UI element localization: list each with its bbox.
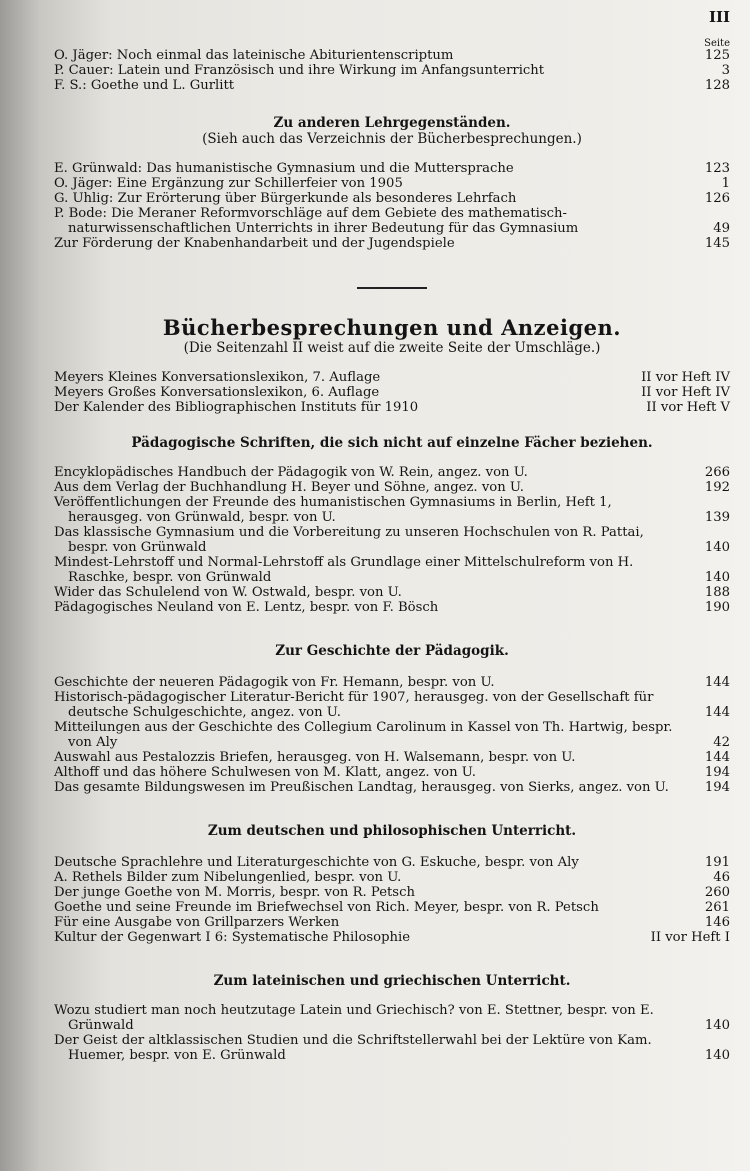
toc-entry: O. Jäger: Eine Ergänzung zur Schillerfeier von 1905 1 — [54, 176, 730, 191]
toc-entry: Der Kalender des Bibliographischen Instituts für 1910 II vor Heft V — [54, 400, 730, 415]
main-heading: Bücherbesprechungen und Anzeigen. — [162, 315, 622, 340]
toc-entry: E. Grünwald: Das humanistische Gymnasium und die Muttersprache 123 — [54, 161, 730, 176]
toc-entry: Wozu studiert man noch heutzutage Latein und Griechisch? von E. Stettner, bespr. von E. Grünwald 140 — [54, 1003, 730, 1033]
toc-entry: Für eine Ausgabe von Grillparzers Werken 146 — [54, 915, 730, 930]
toc-entry: Althoff und das höhere Schulwesen von M. Klatt, angez. von U. 194 — [54, 765, 730, 780]
toc-entry: Mindest-Lehrstoff und Normal-Lehrstoff als Grundlage einer Mittelschulreform von H. Raschke, bespr. von Grünwald 140 — [54, 555, 730, 585]
section-title: Zum deutschen und philosophischen Unterricht. — [207, 823, 577, 839]
toc-entry: Meyers Großes Konversationslexikon, 6. Auflage II vor Heft IV — [54, 385, 730, 400]
toc-entry: P. Bode: Die Meraner Reformvorschläge auf dem Gebiete des mathematisch-naturwissenschaftlichen Unterrichts in ihrer Bedeutung für das Gymnasium 49 — [54, 206, 730, 236]
toc-entry: Deutsche Sprachlehre und Literaturgeschichte von G. Eskuche, bespr. von Aly 191 — [54, 855, 730, 870]
toc-entry: Veröffentlichungen der Freunde des humanistischen Gymnasiums in Berlin, Heft 1, herausgeg. von Grünwald, bespr. von U. 139 — [54, 495, 730, 525]
toc-entry: A. Rethels Bilder zum Nibelungenlied, bespr. von U. 46 — [54, 870, 730, 885]
main-heading-note: (Die Seitenzahl II weist auf die zweite Seite der Umschläge.) — [183, 340, 601, 356]
toc-content — [54, 6, 730, 1063]
toc-entry: O. Jäger: Noch einmal das lateinische Abiturientenscriptum 125 — [54, 48, 730, 63]
toc-entry: Mitteilungen aus der Geschichte des Collegium Carolinum in Kassel von Th. Hartwig, bespr. von Aly 42 — [54, 720, 730, 750]
toc-entry: Encyklopädisches Handbuch der Pädagogik von W. Rein, angez. von U. 266 — [54, 465, 730, 480]
toc-entry: Goethe und seine Freunde im Briefwechsel von Rich. Meyer, bespr. von R. Petsch 261 — [54, 900, 730, 915]
toc-entry: Historisch-pädagogischer Literatur-Bericht für 1907, herausgeg. von der Gesellschaft für deutsche Schulgeschichte, angez. von U. 144 — [54, 690, 730, 720]
page-number: III — [708, 8, 730, 26]
toc-entry: Kultur der Gegenwart I 6: Systematische Philosophie II vor Heft I — [54, 930, 730, 945]
section-title: Pädagogische Schriften, die sich nicht auf einzelne Fächer beziehen. — [131, 435, 653, 451]
toc-entry: Aus dem Verlag der Buchhandlung H. Beyer und Söhne, angez. von U. 192 — [54, 480, 730, 495]
page-column-label: Seite — [704, 38, 730, 49]
section-title: Zur Geschichte der Pädagogik. — [275, 643, 509, 659]
toc-entry: Das klassische Gymnasium und die Vorbereitung zu unseren Hochschulen von R. Pattai, bespr. von Grünwald 140 — [54, 525, 730, 555]
toc-entry: Zur Förderung der Knabenhandarbeit und der Jugendspiele 145 — [54, 236, 730, 251]
toc-entry: Geschichte der neueren Pädagogik von Fr. Hemann, bespr. von U. 144 — [54, 675, 730, 690]
section-title: Zum lateinischen und griechischen Unterricht. — [213, 973, 571, 989]
toc-entry: Der Geist der altklassischen Studien und die Schriftstellerwahl bei der Lektüre von Kam. Huemer, bespr. von E. Grünwald 140 — [54, 1033, 730, 1063]
toc-entry: G. Uhlig: Zur Erörterung über Bürgerkunde als besonderes Lehrfach 126 — [54, 191, 730, 206]
toc-entry: F. S.: Goethe und L. Gurlitt 128 — [54, 78, 730, 93]
toc-entry: Wider das Schulelend von W. Ostwald, bespr. von U. 188 — [54, 585, 730, 600]
section-note: (Sieh auch das Verzeichnis der Bücherbesprechungen.) — [202, 131, 582, 147]
toc-entry: Das gesamte Bildungswesen im Preußischen Landtag, herausgeg. von Sierks, angez. von U. 194 — [54, 780, 730, 795]
section-title: Zu anderen Lehrgegenständen. — [273, 115, 511, 131]
toc-entry: Meyers Kleines Konversationslexikon, 7. Auflage II vor Heft IV — [54, 370, 730, 385]
toc-entry: P. Cauer: Latein und Französisch und ihre Wirkung im Anfangsunterricht 3 — [54, 63, 730, 78]
toc-entry: Auswahl aus Pestalozzis Briefen, herausgeg. von H. Walsemann, bespr. von U. 144 — [54, 750, 730, 765]
toc-entry: Pädagogisches Neuland von E. Lentz, bespr. von F. Bösch 190 — [54, 600, 730, 615]
toc-entry: Der junge Goethe von M. Morris, bespr. von R. Petsch 260 — [54, 885, 730, 900]
